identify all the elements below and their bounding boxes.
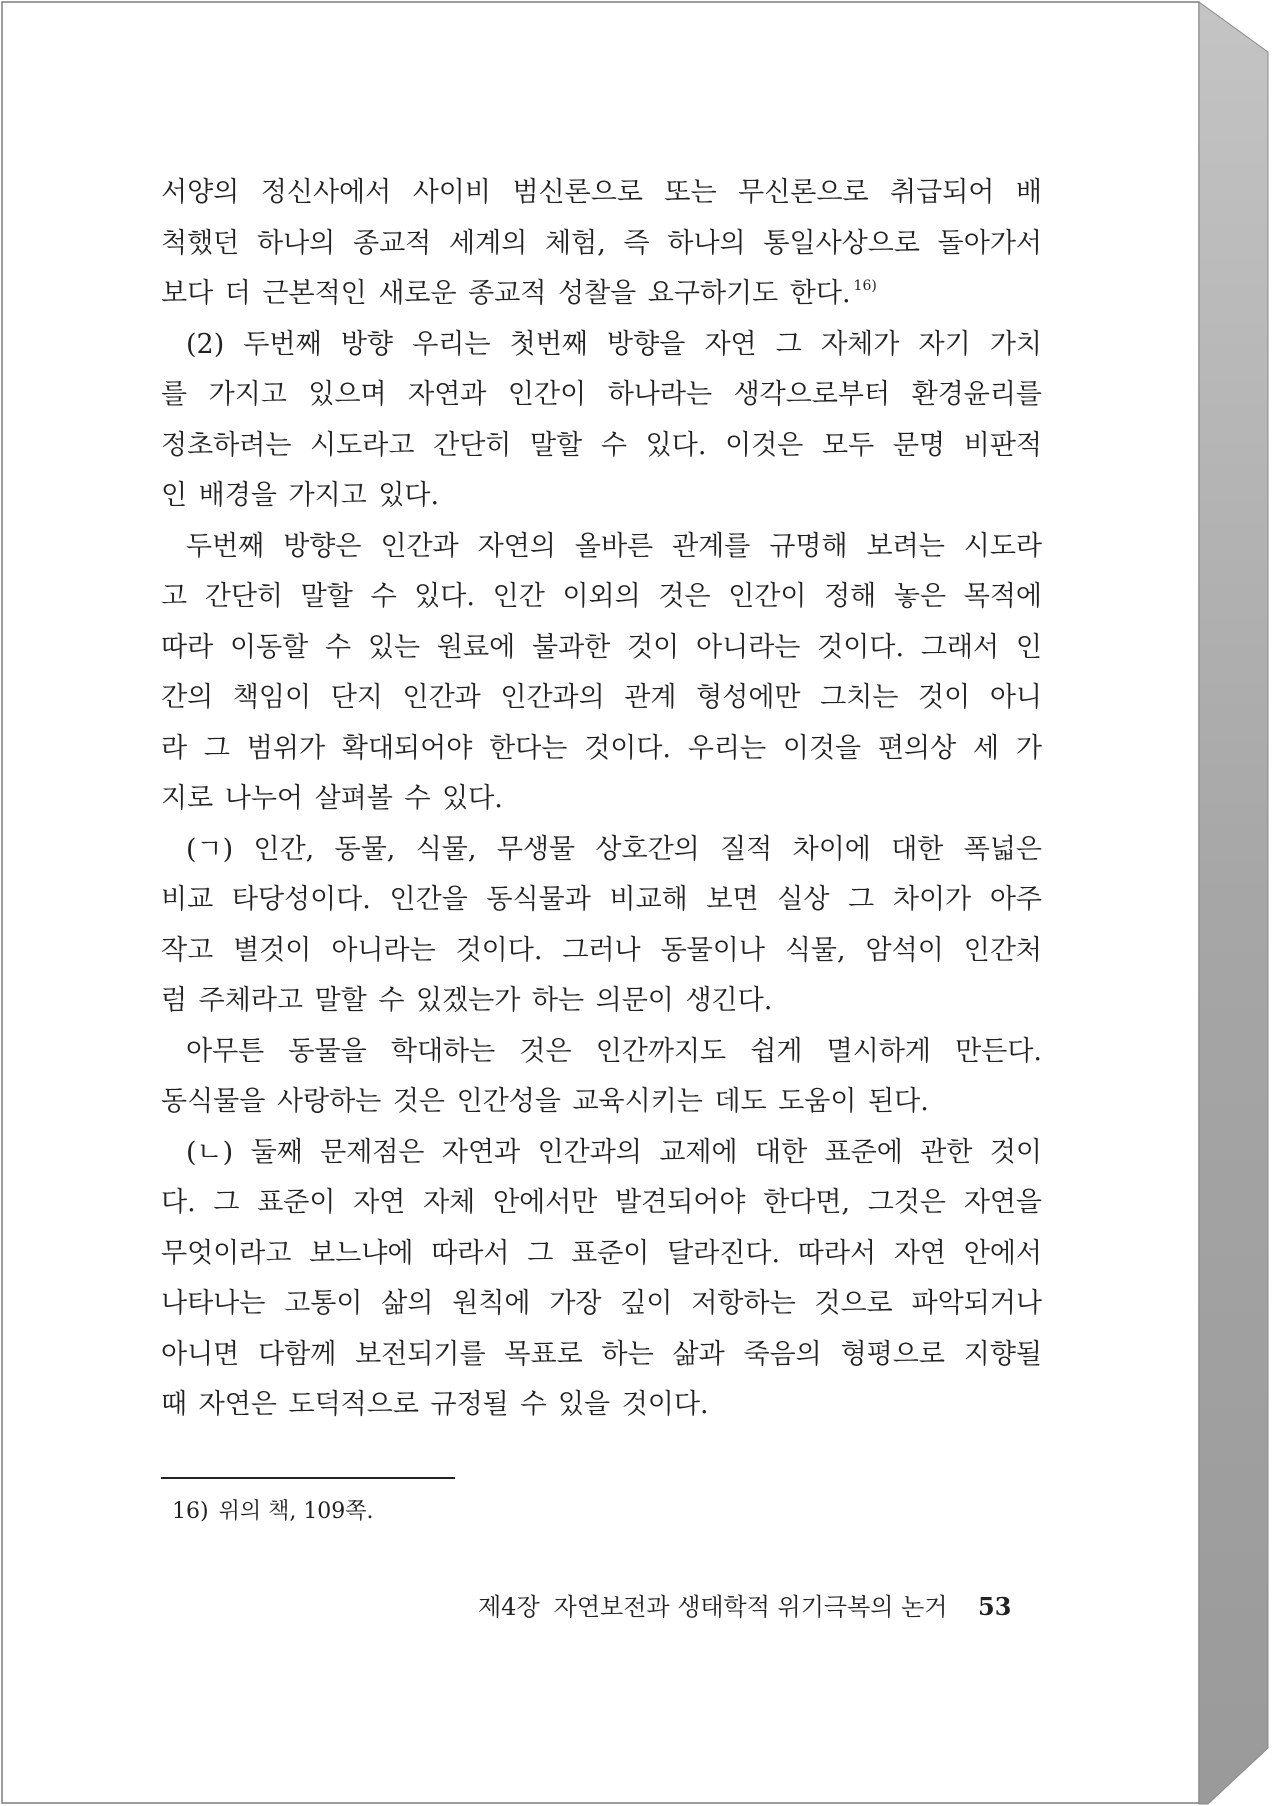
text-line bbox=[161, 269, 1042, 320]
footnote-marker: 16) bbox=[172, 1499, 209, 1524]
body-text bbox=[161, 168, 1042, 1431]
running-footer bbox=[478, 1591, 947, 1623]
text-line: 작고 별것이 아니라는 것이다. 그러나 동물이나 식물, 암석이 인간처 bbox=[161, 934, 1042, 966]
text-line: 럼 주체라고 말할 수 있겠는가 하는 의문이 생긴다. bbox=[161, 985, 773, 1016]
text-line: 인 배경을 가지고 있다. bbox=[161, 480, 440, 511]
text-line: 라 그 범위가 확대되어야 한다는 것이다. 우리는 이것을 편의상 세 가 bbox=[161, 732, 1042, 764]
text-line: 아무튼 동물을 학대하는 것은 인간까지도 쉽게 멸시하게 만든다. bbox=[186, 1035, 1042, 1067]
text-line: (2) 두번째 방향 우리는 첫번째 방향을 자연 그 자체가 자기 가치 bbox=[186, 328, 1042, 360]
text-line: 정초하려는 시도라고 간단히 말할 수 있다. 이것은 모두 문명 비판적 bbox=[161, 429, 1042, 461]
text-line: 지로 나누어 살펴볼 수 있다. bbox=[161, 783, 503, 814]
footnote-reference: 16) bbox=[853, 278, 877, 294]
text-line: (ㄱ) 인간, 동물, 식물, 무생물 상호간의 질적 차이에 대한 폭넓은 bbox=[186, 833, 1042, 865]
text-line: 고 간단히 말할 수 있다. 인간 이외의 것은 인간이 정해 놓은 목적에 bbox=[161, 581, 1042, 612]
text-line: 다. 그 표준이 자연 자체 안에서만 발견되어야 한다면, 그것은 자연을 bbox=[161, 1187, 1042, 1218]
text-line: 비교 타당성이다. 인간을 동식물과 비교해 보면 실상 그 차이가 아주 bbox=[161, 884, 1042, 915]
footer-title: 자연보전과 생태학적 위기극복의 논거 bbox=[553, 1593, 948, 1621]
footer-chapter: 제4장 bbox=[478, 1593, 540, 1621]
text-line-content: 보다 더 근본적인 새로운 종교적 성찰을 요구하기도 한다. bbox=[161, 278, 851, 309]
text-line: 아니면 다함께 보전되기를 목표로 하는 삶과 죽음의 형평으로 지향될 bbox=[161, 1338, 1042, 1370]
text-line: 따라 이동할 수 있는 원료에 불과한 것이 아니라는 것이다. 그래서 인 bbox=[161, 631, 1042, 663]
text-line: (ㄴ) 둘째 문제점은 자연과 인간과의 교제에 대한 표준에 관한 것이 bbox=[186, 1136, 1042, 1168]
footnote bbox=[172, 1497, 374, 1527]
text-line: 때 자연은 도덕적으로 규정될 수 있을 것이다. bbox=[161, 1389, 709, 1420]
text-line: 간의 책임이 단지 인간과 인간과의 관계 형성에만 그치는 것이 아니 bbox=[161, 682, 1042, 713]
text-line: 무엇이라고 보느냐에 따라서 그 표준이 달라진다. 따라서 자연 안에서 bbox=[161, 1237, 1042, 1269]
text-line: 를 가지고 있으며 자연과 인간이 하나라는 생각으로부터 환경윤리를 bbox=[161, 379, 1042, 410]
text-line: 동식물을 사랑하는 것은 인간성을 교육시키는 데도 도움이 된다. bbox=[161, 1086, 929, 1117]
page-number: 53 bbox=[978, 1592, 1012, 1621]
text-line: 서양의 정신사에서 사이비 범신론으로 또는 무신론으로 취급되어 배 bbox=[161, 177, 1042, 208]
footnote-text: 위의 책, 109쪽. bbox=[218, 1499, 374, 1524]
footnote-divider bbox=[161, 1477, 455, 1479]
text-line: 척했던 하나의 종교적 세계의 체험, 즉 하나의 통일사상으로 돌아가서 bbox=[161, 227, 1042, 259]
text-line: 나타나는 고통이 삶의 원칙에 가장 깊이 저항하는 것으로 파악되거나 bbox=[161, 1288, 1042, 1319]
book-spine bbox=[1199, 2, 1268, 1804]
text-line: 두번째 방향은 인간과 자연의 올바른 관계를 규명해 보려는 시도라 bbox=[186, 530, 1042, 562]
